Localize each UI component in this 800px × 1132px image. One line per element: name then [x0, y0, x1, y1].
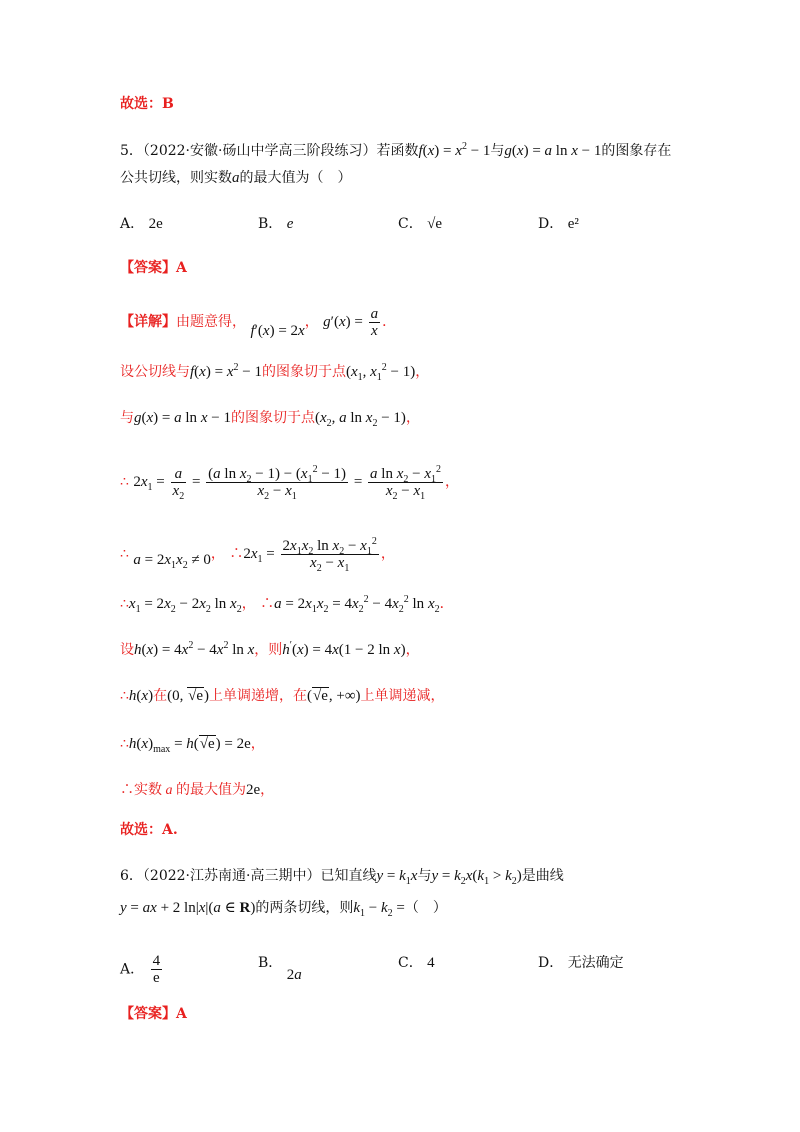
- q5-final-choice: 故选：A.: [120, 822, 178, 838]
- punct: ，: [415, 364, 430, 380]
- option-value: √e: [427, 216, 443, 232]
- q6-stem-text: （ ）: [404, 900, 447, 916]
- punct: ．: [382, 313, 397, 330]
- x1-formula: $2x_1$ = $\frac{2x_1x_2 \ln x_2 - x_1^2}{x_2 - x_1}$: [243, 536, 377, 574]
- detail-text: 与: [120, 410, 134, 426]
- option-label: D．: [538, 955, 564, 971]
- answer-tag: 【答案】: [120, 1006, 176, 1022]
- q5-number: 5．: [120, 143, 143, 159]
- punct: ，: [445, 473, 460, 490]
- punct: ，: [405, 642, 420, 658]
- q6-stem-line1: [120, 866, 564, 886]
- q6-stem-text: 是曲线: [521, 868, 564, 884]
- punct: ，: [304, 313, 319, 330]
- k-difference: $k_1 - k_2$ =: [353, 900, 405, 919]
- g-prime-formula: g′(x) = $\frac{a}{x}$: [323, 306, 379, 339]
- q5-option-b: [258, 214, 293, 234]
- q5-stem-line2: [120, 168, 352, 188]
- q6-stem-text: 已知直线: [320, 868, 377, 884]
- option-value: e: [286, 216, 294, 232]
- g-formula: g(x) = a ln x − 1: [134, 410, 231, 426]
- q5-stem-text: 若函数: [376, 143, 419, 159]
- q5-source: （2022·安徽·砀山中学高三阶段练习）: [142, 143, 377, 159]
- detail-text: 上单调递增，在: [208, 688, 307, 704]
- q5-f-formula: $f(x) = x^2 - 1$: [418, 141, 491, 159]
- option-label: C．: [398, 216, 423, 232]
- therefore-symbol: ∴: [120, 688, 129, 704]
- q5-conclusion: [120, 780, 274, 801]
- q5-g-formula: g(x) = a ln x − 1: [504, 143, 602, 159]
- detail-text: 在: [153, 688, 168, 704]
- option-label: A．: [120, 961, 145, 978]
- h-max-formula: $h(x)_{max} = h(√e) = 2e$: [128, 736, 251, 755]
- option-label: C．: [398, 955, 423, 971]
- punct: ，: [405, 410, 420, 426]
- therefore-symbol: ∴: [229, 545, 244, 562]
- h-prime-formula: h′(x) = 4x(1 − 2 ln x): [282, 640, 406, 658]
- punct: ，: [241, 596, 256, 612]
- punct: ，: [210, 545, 225, 562]
- punct: ．: [439, 596, 454, 612]
- punct: ，: [260, 782, 275, 798]
- previous-answer-choice: 故选：B: [120, 96, 174, 112]
- detail-text: ∴实数: [120, 782, 162, 798]
- option-label: B．: [258, 955, 283, 971]
- q5-detail-line1: [120, 306, 396, 339]
- h-x: h(x): [128, 688, 154, 704]
- option-value: $\frac{4}{e}$: [152, 953, 161, 986]
- detail-text: 上单调递减，: [360, 688, 445, 704]
- q6-option-a: [120, 953, 164, 986]
- option-value: e²: [567, 216, 579, 232]
- q5-var-a: a: [162, 783, 176, 798]
- q5-stem-text: 的最大值为（ ）: [239, 170, 352, 186]
- answer-tag: 【答案】: [120, 260, 176, 276]
- therefore-symbol: ∴: [120, 596, 129, 612]
- q5-option-d: [538, 214, 579, 234]
- curve-formula: y = ax + 2 ln|x|(a ∈ R): [120, 900, 256, 916]
- q6-number: 6．: [120, 868, 143, 884]
- option-value: 2e: [148, 216, 163, 232]
- q6-source: （2022·江苏南通·高三期中）: [142, 868, 321, 884]
- q6-stem-text: 的两条切线，则: [255, 900, 354, 916]
- point-2: ($x_2$, a $\ln x_2 - 1$): [314, 410, 406, 429]
- q5-stem-text: 与: [490, 143, 505, 159]
- q5-var-a: a: [232, 170, 240, 186]
- a-formula: $a = 2x_1x_2 \ne 0$: [133, 551, 211, 571]
- detail-text: 的图象切于点: [230, 410, 315, 426]
- detail-text: 设: [120, 642, 134, 658]
- option-label: B．: [258, 216, 283, 232]
- therefore-symbol: ∴: [120, 545, 129, 562]
- q5-answer: [120, 258, 187, 278]
- q6-answer: [120, 1004, 187, 1024]
- detail-text: 由题意得，: [176, 313, 246, 330]
- q5-slope-equation: [120, 464, 460, 502]
- interval-2: (√e, +∞): [306, 688, 361, 704]
- option-value: 无法确定: [567, 955, 624, 971]
- x1-relation-formula: $x_1 = 2x_2 - 2x_2$ $\ln x_2$: [128, 596, 242, 615]
- therefore-symbol: ∴: [120, 473, 129, 490]
- q5-tangent-point-1: [120, 362, 429, 382]
- option-label: A．: [120, 216, 145, 232]
- slope-formula: $2x_1$ = $\frac{a}{x_2}$ = $\frac{(a \ln x_2 - 1) - (x_1^2 - 1)}{x_2 - x_1}$ = $\frac{a \ln x_2 - x_1^2}{x_2 - x_1}$: [133, 464, 442, 502]
- detail-tag: 【详解】: [120, 313, 176, 330]
- punct: ，: [250, 736, 265, 752]
- option-value: 2a: [286, 967, 302, 983]
- a-relation-formula: $a = 2x_1x_2 = 4x_2^2 - 4x_2^2$ $\ln x_2$: [274, 594, 440, 615]
- therefore-symbol: ∴: [120, 736, 129, 752]
- q5-monotonicity: [120, 686, 445, 706]
- option-value: 4: [427, 955, 435, 971]
- q6-option-c: [398, 953, 435, 973]
- q6-option-b: [258, 953, 302, 983]
- f-formula: $f(x) = x^2 - 1$: [190, 362, 262, 380]
- therefore-symbol: ∴: [260, 596, 275, 612]
- h-formula: $h(x) = 4x^2 - 4x^2$ ln x: [134, 640, 255, 658]
- point-1: ($x_1$, $x_1^2 - 1$): [345, 362, 416, 383]
- q5-stem-text: 的图象存在: [601, 143, 672, 159]
- line-2-formula: $y = k_2x(k_1 > k_2)$: [431, 868, 522, 887]
- punct: ，: [380, 545, 395, 562]
- option-label: D．: [538, 216, 564, 232]
- q5-h-definition: [120, 640, 420, 660]
- q5-a-equation: [120, 536, 395, 574]
- detail-text: 的图象切于点: [261, 364, 346, 380]
- q5-option-c: [398, 214, 442, 234]
- interval-1: (0, √e): [167, 688, 209, 704]
- q5-stem-line1: [120, 141, 671, 161]
- q5-option-a: [120, 214, 163, 234]
- detail-text: 设公切线与: [120, 364, 190, 380]
- detail-text: ，则: [254, 642, 283, 658]
- answer-value: A: [176, 1006, 187, 1022]
- f-prime-formula: f′(x) = 2x: [250, 322, 305, 339]
- q6-stem-text: 与: [417, 868, 432, 884]
- q5-x1-relation: [120, 594, 454, 614]
- q5-maximum: [120, 734, 265, 754]
- q5-tangent-point-2: [120, 408, 420, 428]
- line-1-formula: $y = k_1x$: [376, 868, 418, 887]
- q5-stem-text: 公共切线，则实数: [120, 170, 232, 186]
- answer-value: A: [176, 260, 187, 276]
- max-value: 2e: [246, 782, 261, 798]
- q6-option-d: [538, 953, 624, 973]
- detail-text: 的最大值为: [176, 782, 246, 798]
- q6-stem-line2: [120, 898, 447, 918]
